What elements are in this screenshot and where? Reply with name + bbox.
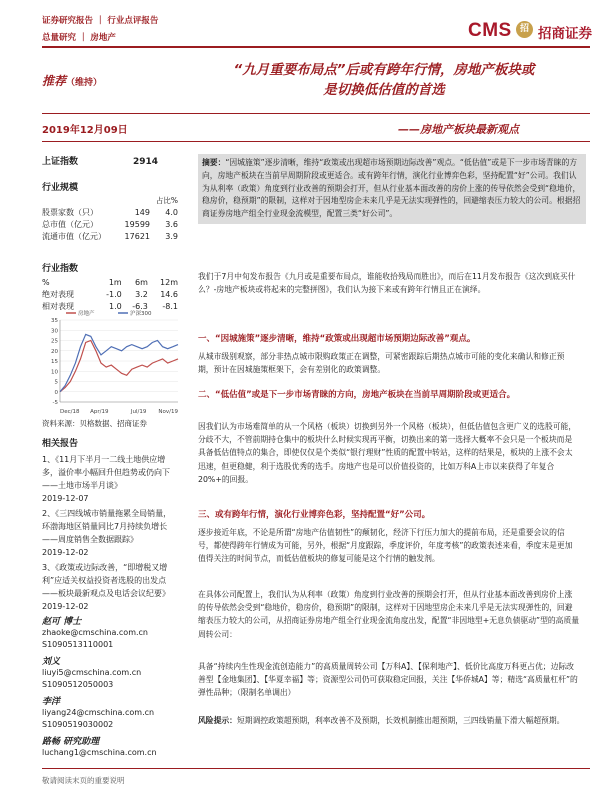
analyst-email[interactable]: luchang1@cmschina.com.cn <box>42 748 157 757</box>
industry-table <box>42 206 178 242</box>
report-title <box>180 60 588 100</box>
table-row <box>42 218 178 230</box>
analyst-email[interactable]: zhaoke@cmschina.com.cn <box>42 628 148 637</box>
section-heading-3: 三、或有跨年行情，演化行业博弈色彩，坚持配置“好”公司。 <box>198 510 431 520</box>
row-pct: 4.0 <box>165 207 178 217</box>
logo-badge: 招 <box>516 21 533 38</box>
rating <box>42 72 102 89</box>
col-header: 12m <box>160 277 178 287</box>
section-paragraph-3: 逐步接近年底，不论是所谓“房地产估值韧性”的颠韧化，经济下行压力加大的提前布局，还是重要会议的信号，都使得跨年行情成为可能，另外，根据“月度跟踪，季度评价，年度考核”的政策表述来看，季度末是更加值得关注的时间节点，而低估值板块的修复可能是这个行情的触发剂。 <box>198 528 573 564</box>
y-tick-label: -5 <box>52 400 58 406</box>
row-value: 19599 <box>124 219 150 229</box>
y-tick-label: 10 <box>51 369 58 376</box>
risk-text: 短期调控政策超预期，利率改善不及预期，长效机制推出超预期，三四线销量下滑大幅超预期。 <box>236 716 565 725</box>
cell: 1.0 <box>109 301 122 311</box>
report-date: 2019年12月09日 <box>42 125 128 136</box>
section-heading-2: 二、“低估值”或是下一步市场青睐的方向，房地产板块在当前早周期阶段或更适合。 <box>198 390 516 400</box>
row-label: 相对表现 <box>42 301 74 311</box>
risk-warning <box>198 714 580 727</box>
subtitle-rule <box>42 141 590 142</box>
index-value: 2914 <box>132 157 158 167</box>
related-text: 1、《11月下半月一二线土地供应增多，溢价率小幅回升但趋势或仍向下——土地市场半月谈》 <box>42 455 170 490</box>
industry-title: 行业规模 <box>42 183 79 193</box>
related-title: 相关报告 <box>42 439 79 449</box>
analyst-email[interactable]: liyang24@cmschina.com.cn <box>42 708 155 717</box>
industry-index <box>42 261 178 312</box>
y-tick-label: 5 <box>54 379 58 386</box>
section-paragraph-1: 从城市级别观察，部分非热点城市限购政策正在调整，可紧密跟踪后期热点城市可能的变化来确认和修正预期，预计在因城施策框架下，会有差别化的政策调整。 <box>198 352 565 375</box>
series-line-2 <box>60 334 178 391</box>
cell: 14.6 <box>160 289 178 299</box>
legend-label: 沪深300 <box>130 311 152 317</box>
x-tick-label: Nov/19 <box>158 409 178 415</box>
analyst-id: S1090513110001 <box>42 640 114 649</box>
summary-label: 摘要： <box>202 158 226 167</box>
table-row <box>42 288 178 300</box>
row-label: 总市值（亿元） <box>42 219 98 229</box>
cell: -8.1 <box>162 301 178 311</box>
analyst <box>42 614 178 651</box>
related-text: 2、《三四线城市销量拖累全局销量，环渤海地区销量同比7月持续负增长——周度销售全数据跟踪》 <box>42 509 172 544</box>
intro-paragraph: 我们于7月中旬发布报告《九月或是重要布局点，谁能收拾残局而胜出》，而后在11月发布报告《这次到底买什么？-房地产板块或将起来的完整拼图》，我们认为接下来或有跨年行情且正在演绎。 <box>198 272 576 295</box>
table-row <box>42 276 178 288</box>
section-paragraph-2: 因我们认为市场难简单的从一个风格（板块）切换到另外一个风格（板块），但低估值包含更广义的选股可能，分歧不大，不管前期持仓集中的板块什么时候实现再平衡，切换出来的第一选择大概率不会只是一个板块而是具备低估值特点的集合，即使仅仅是个类似“银行理财”性质的配置中转站，这样的结果是，板块的上涨不会太迅速，但更稳健，利于选股优秀的选手。房地产也是可以价值投资的，比如万科A上市以来获得了年复合20%+的回报。 <box>198 422 577 484</box>
col-header: 6m <box>134 277 148 287</box>
row-label: 股票家数（只） <box>42 207 98 217</box>
footer-note: 敬请阅读末页的重要说明 <box>42 776 125 785</box>
row-label: 绝对表现 <box>42 289 74 299</box>
x-tick-label: Jul/19 <box>130 409 147 415</box>
analyst-email[interactable]: liuyi5@cmschina.com.cn <box>42 668 142 677</box>
analyst-name: 赵可 博士 <box>42 617 82 627</box>
analyst <box>42 734 178 759</box>
rating-note: （维持） <box>66 78 103 88</box>
related-reports <box>42 436 178 613</box>
analyst-id: S1090512050003 <box>42 680 114 689</box>
picks-paragraph: 具备“持续内生性现金流创造能力”的高质量周转公司【万科A】、【保利地产】、低价比高度万科更占优；边际改善型【金地集团】、【华夏幸福】等；资源型公司仍可获取稳定回报，关注【华侨城A】等；精选“高质量杠杆”的弹性品种；（限制名单调出） <box>198 662 578 698</box>
pct-header: 占比% <box>155 196 178 205</box>
analyst <box>42 694 178 731</box>
index-label: 上证指数 <box>42 157 79 167</box>
report-category: 证券研究报告 ｜ 行业点评报告 <box>42 16 159 26</box>
x-tick-label: Apr/19 <box>90 409 109 415</box>
summary-text: “因城施策”逐步清晰，维持“政策或出现超市场预期边际改善”观点。“低估值”或是下一步市场青睐的方向，房地产板块在当前早周期阶段或更适合。或有跨年行情，演化行业博弈色彩，坚持配置“好”公司。我们认为从利率（政策）角度到行业改善的预期会打开，但从行业基本面改善的房价上涨的传导依然会受到“稳地价，稳房价，稳预期”的限制，这样对于因地型房企未来几乎是无法实现弹性的，回避缩表压力较大的公司。根据招商证券房地产组全行业现金流模型，配置三类“好公司”。 <box>202 158 581 219</box>
analyst-name: 路畅 研究助理 <box>42 737 100 747</box>
logo-cn: 招商证券 <box>538 26 592 42</box>
title-line-1: “九月重要布局点”后或有跨年行情，房地产板块或 <box>233 62 535 78</box>
logo-latin: CMS <box>468 20 512 41</box>
y-tick-label: 30 <box>51 328 58 335</box>
row-value: 149 <box>134 207 150 217</box>
performance-chart <box>42 308 182 416</box>
perf-title: 行业指数 <box>42 264 79 274</box>
row-label: 流通市值（亿元） <box>42 231 106 241</box>
y-tick-label: 15 <box>51 359 58 365</box>
series-line-1 <box>60 341 178 392</box>
col-header: % <box>42 277 50 287</box>
summary-box <box>198 154 586 224</box>
y-tick-label: 35 <box>51 318 58 324</box>
list-item[interactable] <box>42 507 178 559</box>
report-sector: 总量研究 ｜ 房地产 <box>42 33 116 43</box>
row-value: 17621 <box>124 231 150 241</box>
report-subtitle: ——房地产板块最新观点 <box>398 123 519 136</box>
risk-label: 风险提示： <box>198 716 237 725</box>
index-box <box>42 156 178 169</box>
rating-label: 推荐 <box>42 74 67 88</box>
perf-table <box>42 276 178 312</box>
analyst-list <box>42 614 178 759</box>
y-tick-label: 0 <box>54 389 58 396</box>
row-pct: 3.9 <box>165 231 178 241</box>
title-line-2: 是切换低估值的首选 <box>323 82 445 98</box>
related-date: 2019-12-07 <box>42 494 89 503</box>
related-date: 2019-12-02 <box>42 602 89 611</box>
cell: 3.2 <box>135 289 148 299</box>
header-rule <box>42 46 590 48</box>
section-heading-1: 一、“因城施策”逐步清晰，维持“政策或出现超市场预期边际改善”观点。 <box>198 334 476 344</box>
list-item[interactable] <box>42 453 178 505</box>
row-pct: 3.6 <box>165 219 178 229</box>
cms-logo <box>468 18 592 42</box>
footer-rule <box>42 768 590 769</box>
table-row <box>42 206 178 218</box>
cell: -1.0 <box>106 289 122 299</box>
list-item[interactable] <box>42 561 178 613</box>
y-tick-label: 25 <box>51 338 58 345</box>
analyst-id: S1090519030002 <box>42 720 114 729</box>
related-date: 2019-12-02 <box>42 548 89 557</box>
legend-label: 房地产 <box>78 311 95 317</box>
y-tick-label: 20 <box>51 348 58 355</box>
chart-source: 资料来源：贝格数据、招商证券 <box>42 419 147 428</box>
x-tick-label: Dec/18 <box>60 409 80 415</box>
title-rule <box>42 113 590 114</box>
industry-scale <box>42 180 178 242</box>
allocation-paragraph: 在具体公司配置上，我们认为从利率（政策）角度到行业改善的预期会打开，但从行业基本面改善到房价上涨的传导依然会受到“稳地价，稳房价，稳预期”的限制，这样对于因地型房企未来几乎是无法实现弹性的，回避缩表压力较大的公司，从招商证券房地产组全行业现金流角度出发，配置“非因地型+无息负债驱动”型的高质量周转公司： <box>198 590 580 639</box>
analyst <box>42 654 178 691</box>
analyst-name: 李洋 <box>42 697 61 707</box>
related-text: 3、《政策或边际改善，“即增税又增利”应适关权益投资者选股的出发点——板块最新观点及电话会议纪要》 <box>42 563 170 598</box>
cell: -6.3 <box>132 301 148 311</box>
table-row <box>42 230 178 242</box>
col-header: 1m <box>108 277 122 287</box>
analyst-name: 刘义 <box>42 657 61 667</box>
